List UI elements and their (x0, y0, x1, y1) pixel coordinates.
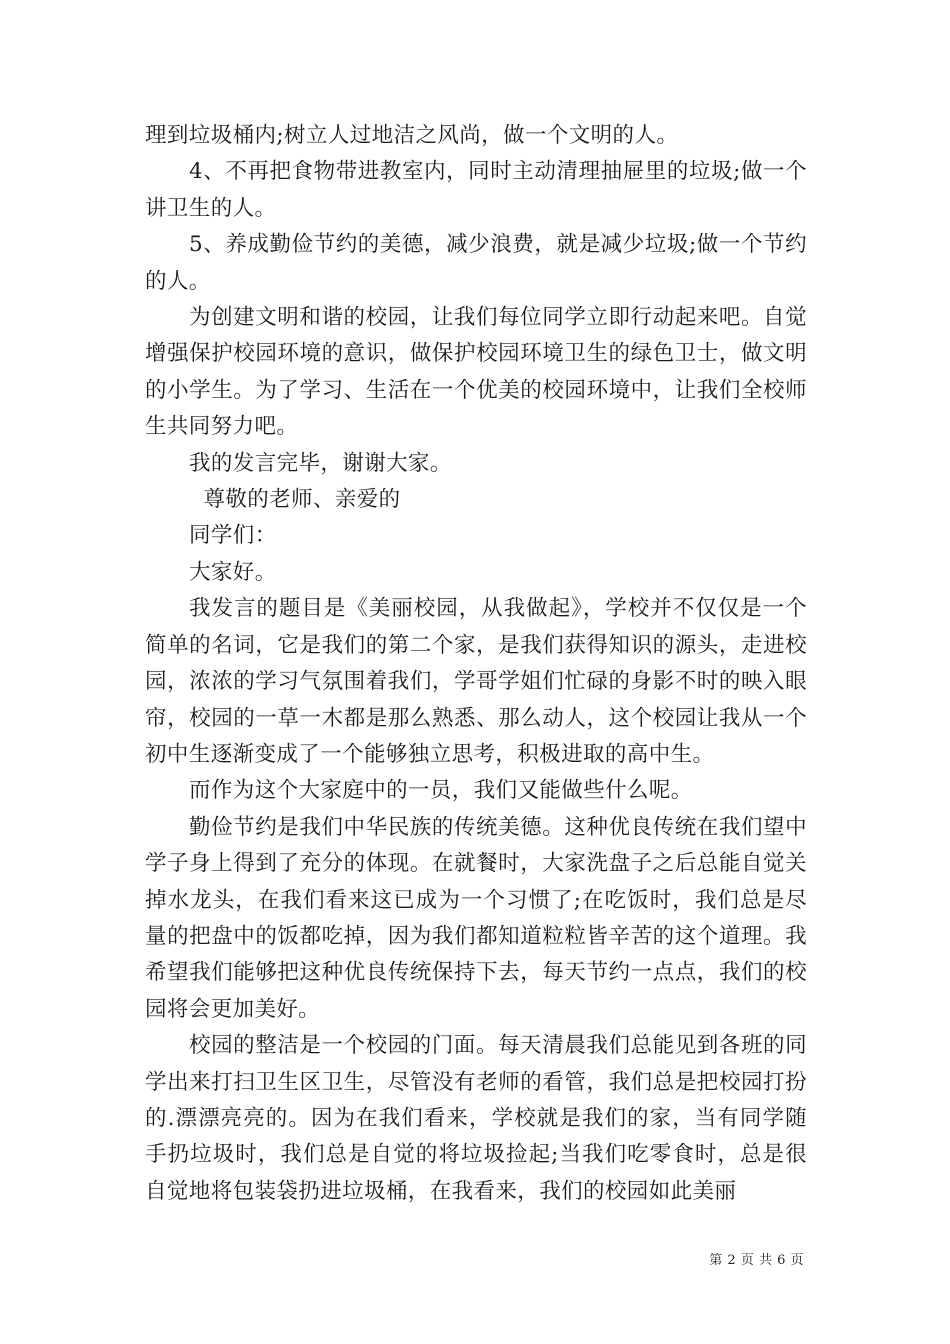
paragraph-7: 同学们： (189, 523, 277, 549)
paragraph-3: 5、养成勤俭节约的美德，减少浪费，就是减少垃圾;做一个节约的人。 (145, 232, 807, 294)
paragraph-6: 尊敬的老师、亲爱的 (189, 487, 401, 513)
document-body (145, 118, 807, 1210)
paragraph-11: 勤俭节约是我们中华民族的传统美德。这种优良传统在我们望中学子身上得到了充分的体现。在就餐时，大家洗盘子之后总能自觉关掉水龙头，在我们看来这已成为一个习惯了;在吃饭时，我们总是尽量的把盘中的饭都吃掉，因为我们都知道粒粒皆辛苦的这个道理。我希望我们能够把这种优良传统保持下去，每天节约一点点，我们的校园将会更加美好。 (145, 814, 807, 1022)
paragraph-12: 校园的整洁是一个校园的门面。每天清晨我们总能见到各班的同学出来打扫卫生区卫生，尽管没有老师的看管，我们总是把校园打扮的.漂漂亮亮的。因为在我们看来，学校就是我们的家，当有同学随手扔垃圾时，我们总是自觉的将垃圾捡起;当我们吃零食时，总是很自觉地将包装袋扔进垃圾桶，在我看来，我们的校园如此美丽 (145, 1033, 807, 1204)
page-number: 第 2 页 共 6 页 (709, 1253, 804, 1268)
paragraph-8: 大家好。 (189, 559, 277, 585)
paragraph-2: 4、不再把食物带进教室内，同时主动清理抽屉里的垃圾;做一个讲卫生的人。 (145, 159, 807, 221)
paragraph-5: 我的发言完毕，谢谢大家。 (189, 450, 452, 476)
paragraph-1: 理到垃圾桶内;树立人过地洁之风尚，做一个文明的人。 (145, 123, 679, 148)
paragraph-9: 我发言的题目是《美丽校园，从我做起》，学校并不仅仅是一个简单的名词，它是我们的第二个家，是我们获得知识的源头，走进校园，浓浓的学习气氛围着我们，学哥学姐们忙碌的身影不时的映入眼帘，校园的一草一木都是那么熟悉、那么动人，这个校园让我从一个初中生逐渐变成了一个能够独立思考，积极进取的高中生。 (145, 596, 807, 767)
paragraph-10: 而作为这个大家庭中的一员，我们又能做些什么呢。 (189, 778, 693, 804)
paragraph-4: 为创建文明和谐的校园，让我们每位同学立即行动起来吧。自觉增强保护校园环境的意识，做保护校园环境卫生的绿色卫士，做文明的小学生。为了学习、生活在一个优美的校园环境中，让我们全校师生共同努力吧。 (145, 305, 807, 440)
